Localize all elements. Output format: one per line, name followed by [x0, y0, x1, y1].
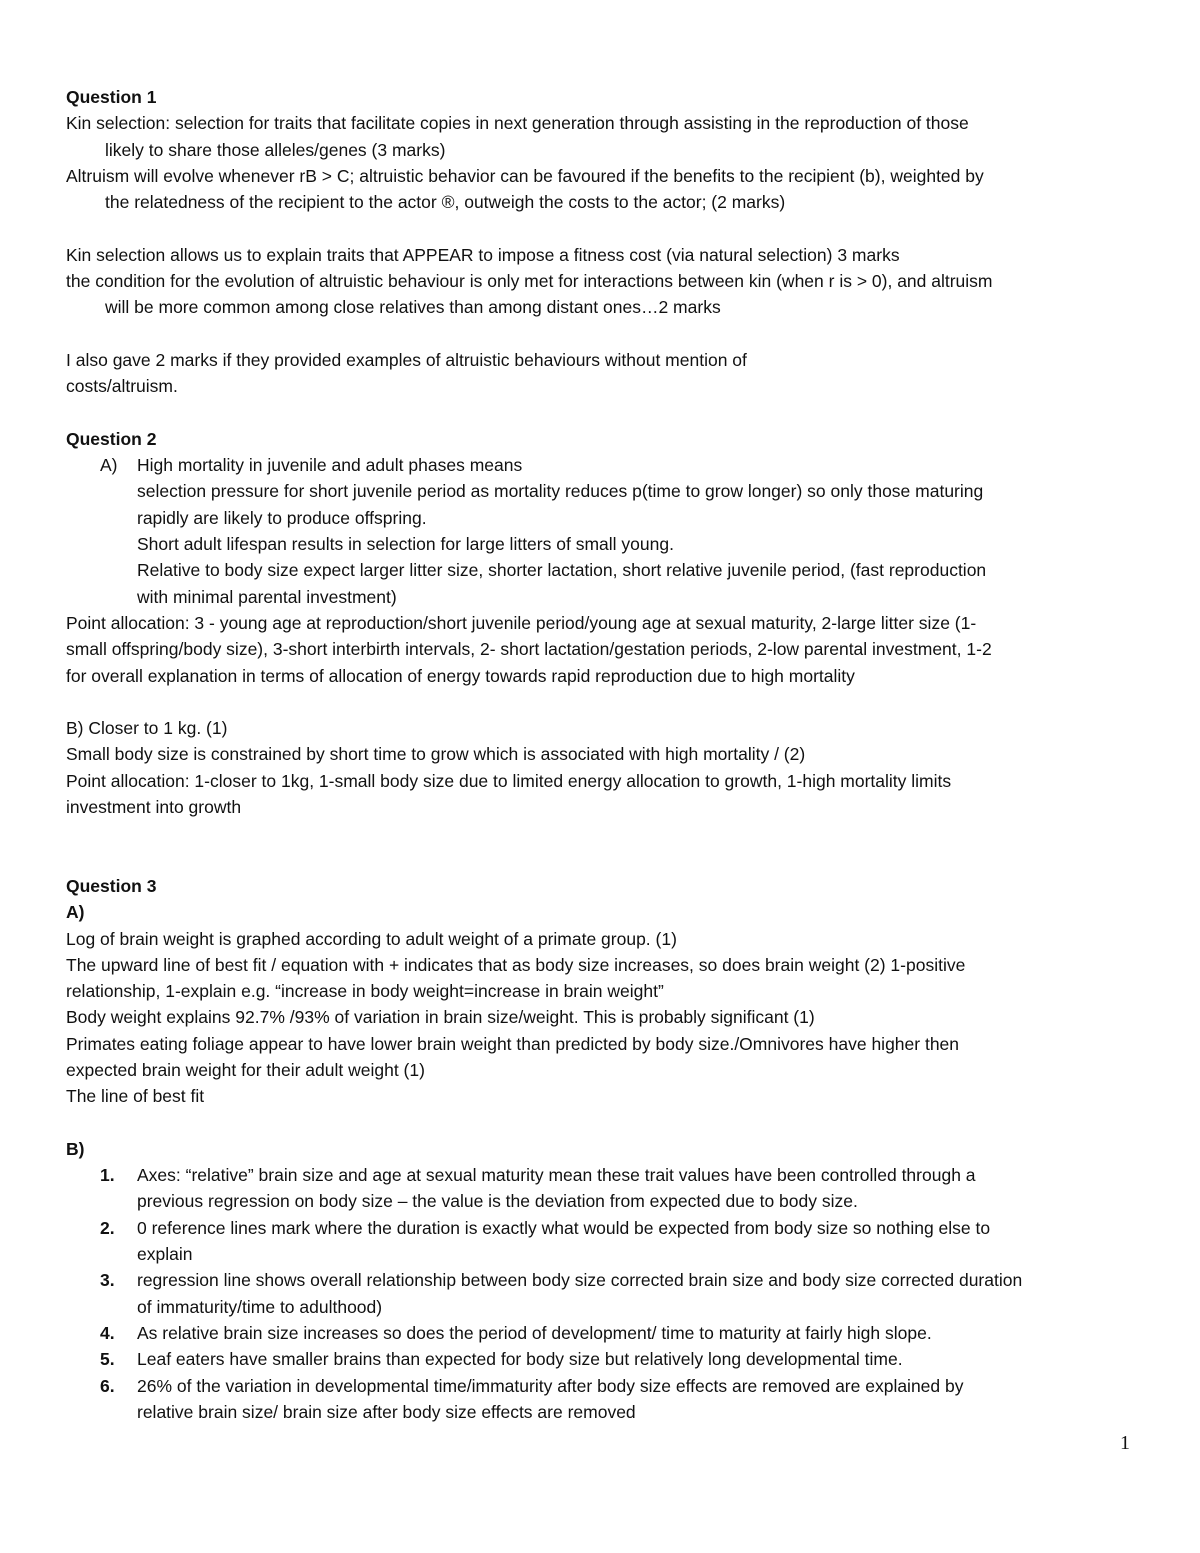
q3-a-line: expected brain weight for their adult weight (1): [66, 1059, 425, 1080]
spacer: [66, 215, 1141, 241]
list-item: [66, 1320, 1141, 1346]
q2-part-a-marker: A): [100, 455, 118, 476]
list-item-line: Axes: “relative” brain size and age at sexual maturity mean these trait values have been controlled through a: [137, 1165, 976, 1186]
list-item-body: [137, 1267, 1141, 1320]
q2-point-allocation-line: Point allocation: 3 - young age at reproduction/short juvenile period/young age at sexual maturity, 2-large litter size (1-: [66, 612, 977, 633]
document-page: [66, 84, 1141, 1425]
q2-point-allocation-line: small offspring/body size), 3-short interbirth intervals, 2- short lactation/gestation periods, 2-low parental investment, 1-2: [66, 639, 992, 660]
list-item-number: 1.: [100, 1165, 115, 1186]
q3-a-line: The line of best fit: [66, 1086, 205, 1107]
q1-text-line: the condition for the evolution of altruistic behaviour is only met for interactions between kin (when r is > 0), and altruism: [66, 271, 993, 292]
q2-b-line: Small body size is constrained by short time to grow which is associated with high mortality / (2): [66, 744, 806, 765]
question-1-heading: Question 1: [66, 87, 157, 107]
q2-b-line: Point allocation: 1-closer to 1kg, 1-small body size due to limited energy allocation to growth, 1-high mortality limits: [66, 770, 952, 791]
q2-a-line: rapidly are likely to produce offspring.: [137, 507, 427, 528]
list-item-line: previous regression on body size – the value is the deviation from expected due to body size.: [137, 1191, 858, 1212]
list-item-number: 3.: [100, 1270, 115, 1291]
list-item: [66, 1162, 1141, 1215]
list-item-number: 6.: [100, 1375, 115, 1396]
page-number: 1: [1120, 1432, 1130, 1454]
list-item-number: 4.: [100, 1322, 115, 1343]
list-item-body: [137, 1373, 1141, 1426]
q1-text-line: I also gave 2 marks if they provided examples of altruistic behaviours without mention of: [66, 349, 747, 370]
list-item-body: [137, 1346, 1141, 1372]
q3-a-line: Body weight explains 92.7% /93% of variation in brain size/weight. This is probably significant (1): [66, 1007, 815, 1028]
spacer: [66, 321, 1141, 347]
q2-part-a: [66, 452, 1141, 610]
q2-b-line: investment into growth: [66, 797, 242, 818]
q3-a-line: Log of brain weight is graphed according to adult weight of a primate group. (1): [66, 928, 677, 949]
spacer: [66, 400, 1141, 426]
question-3-heading: Question 3: [66, 875, 157, 896]
q2-a-line: Relative to body size expect larger litter size, shorter lactation, short relative juvenile period, (fast reproduction: [137, 560, 987, 581]
q1-text-line: Kin selection: selection for traits that facilitate copies in next generation through assisting in the reproduction of those: [66, 113, 969, 134]
list-item-line: explain: [137, 1244, 193, 1265]
q3-part-a-heading: A): [66, 902, 85, 923]
list-item-line: 0 reference lines mark where the duration is exactly what would be expected from body size so nothing else to: [137, 1217, 991, 1238]
question-2-heading: Question 2: [66, 428, 157, 449]
q1-text-line: the relatedness of the recipient to the actor ®, outweigh the costs to the actor; (2 marks): [105, 192, 786, 213]
q3-a-line: relationship, 1-explain e.g. “increase in body weight=increase in brain weight”: [66, 981, 664, 1002]
list-item-line: Leaf eaters have smaller brains than expected for body size but relatively long developmental time.: [137, 1349, 903, 1370]
q2-point-allocation-line: for overall explanation in terms of allocation of energy towards rapid reproduction due to high mortality: [66, 665, 855, 686]
list-item-line: of immaturity/time to adulthood): [137, 1296, 383, 1317]
q1-text-line: Kin selection allows us to explain traits that APPEAR to impose a fitness cost (via natural selection) 3 marks: [66, 244, 900, 265]
q1-text-line: likely to share those alleles/genes (3 marks): [105, 139, 446, 160]
q1-text-line: will be more common among close relatives than among distant ones…2 marks: [105, 297, 721, 318]
q1-text-line: Altruism will evolve whenever rB > C; altruistic behavior can be favoured if the benefits to the recipient (b), weighted by: [66, 165, 984, 186]
q1-text-line: costs/altruism.: [66, 376, 178, 397]
list-item-line: As relative brain size increases so does the period of development/ time to maturity at fairly high slope.: [137, 1322, 932, 1343]
list-item: [66, 1346, 1141, 1372]
q3-part-b-heading: B): [66, 1138, 85, 1159]
spacer: [66, 820, 1141, 873]
spacer: [66, 1110, 1141, 1136]
list-item-number: 5.: [100, 1349, 115, 1370]
list-item-line: 26% of the variation in developmental time/immaturity after body size effects are removed are explained by: [137, 1375, 964, 1396]
q2-a-line: Short adult lifespan results in selection for large litters of small young.: [137, 534, 674, 555]
q2-part-a-body: [137, 452, 1141, 610]
q2-a-line: with minimal parental investment): [137, 586, 397, 607]
q2-a-line: High mortality in juvenile and adult phases means: [137, 455, 523, 476]
list-item-number: 2.: [100, 1217, 115, 1238]
list-item-line: relative brain size/ brain size after body size effects are removed: [137, 1401, 636, 1422]
list-item-body: [137, 1162, 1141, 1215]
list-item-line: regression line shows overall relationship between body size corrected brain size and body size corrected duration: [137, 1270, 1023, 1291]
q2-b-line: B) Closer to 1 kg. (1): [66, 718, 228, 739]
list-item: [66, 1267, 1141, 1320]
list-item: [66, 1215, 1141, 1268]
q3-a-line: The upward line of best fit / equation with + indicates that as body size increases, so does brain weight (2) 1-positive: [66, 954, 966, 975]
spacer: [66, 689, 1141, 715]
q2-a-line: selection pressure for short juvenile period as mortality reduces p(time to grow longer) so only those maturing: [137, 481, 984, 502]
list-item: [66, 1373, 1141, 1426]
q3-a-line: Primates eating foliage appear to have lower brain weight than predicted by body size./Omnivores have higher then: [66, 1033, 960, 1054]
list-item-body: [137, 1215, 1141, 1268]
list-item-body: [137, 1320, 1141, 1346]
